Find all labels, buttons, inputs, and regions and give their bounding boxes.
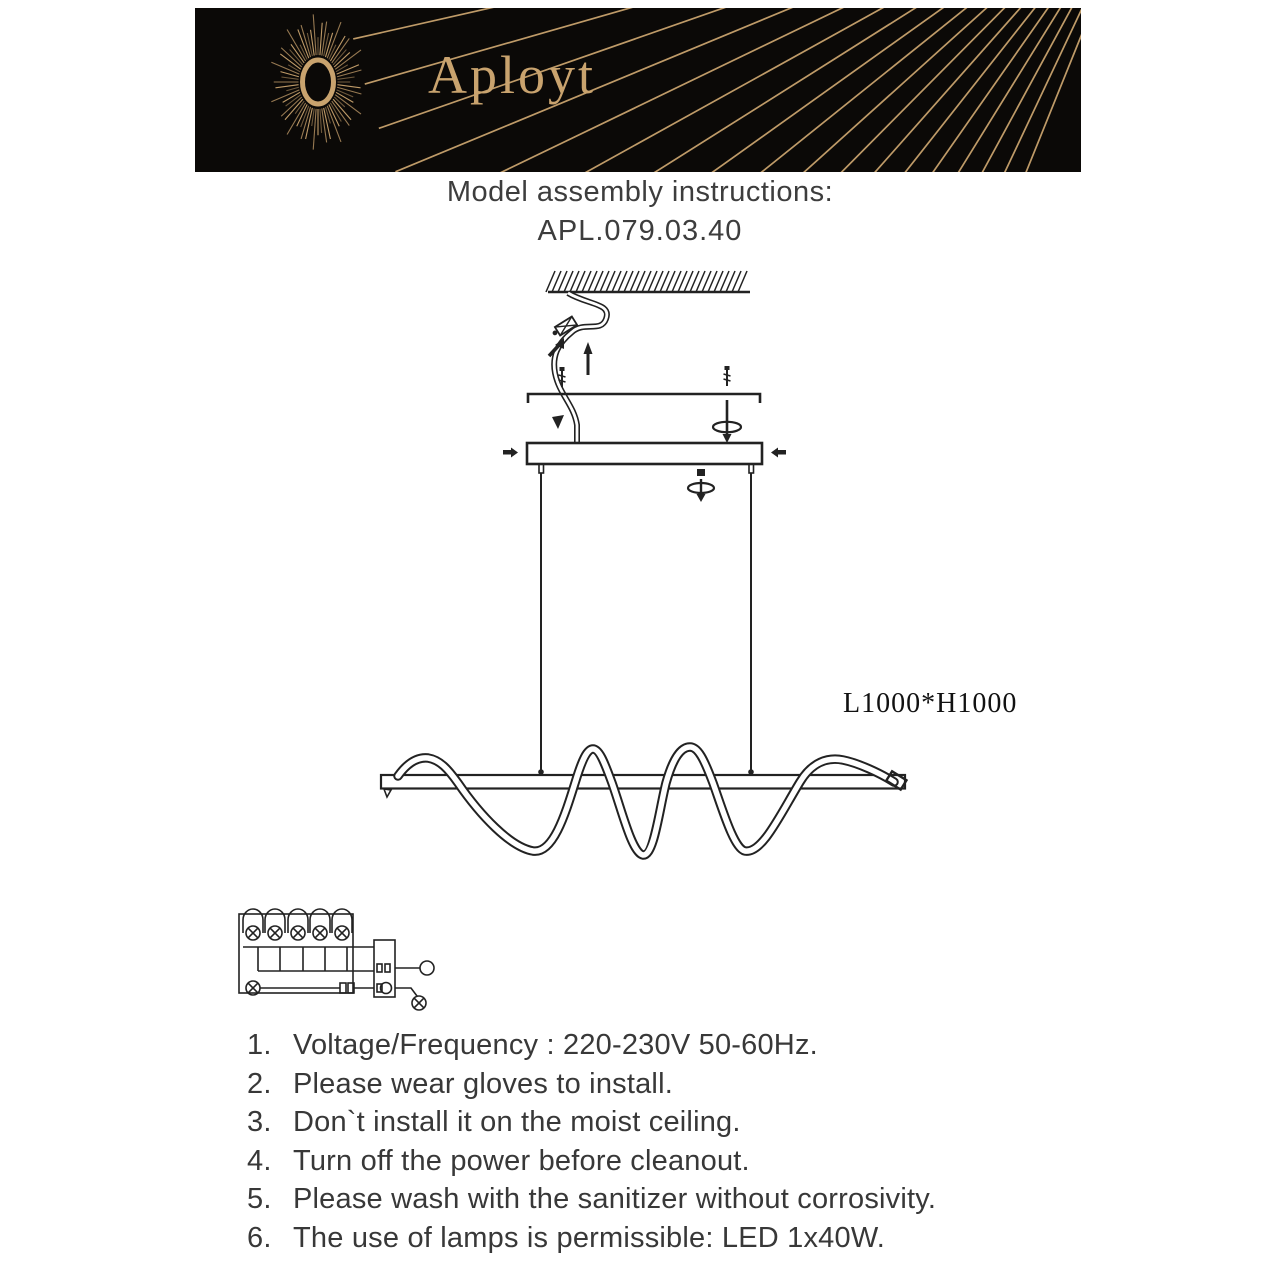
- canopy-arrow-right: [771, 448, 786, 458]
- item-number: 6.: [247, 1221, 272, 1254]
- screw-turn-symbol-right: [713, 400, 741, 443]
- list-item: [247, 1219, 936, 1258]
- lamp-symbol: [412, 996, 426, 1010]
- model-number: APL.079.03.40: [537, 215, 743, 247]
- connector-ring-icon: [420, 961, 434, 975]
- list-item: [247, 1026, 936, 1065]
- wave-led-fixture: [381, 747, 906, 855]
- banner-decor: [195, 8, 1081, 172]
- brand-logo-text: Aployt: [428, 45, 597, 105]
- list-item: [247, 1103, 936, 1142]
- assembly-diagram: [360, 255, 1080, 880]
- list-item: [247, 1065, 936, 1104]
- item-number: 3.: [247, 1106, 272, 1139]
- page-title: Model assembly instructions:: [446, 176, 834, 208]
- suspension-wire-right: [748, 464, 754, 775]
- power-cable: [550, 293, 607, 443]
- canopy-arrow-left: [503, 448, 518, 458]
- wiring-diagram: [225, 900, 460, 1020]
- brand-banner: [195, 8, 1081, 172]
- item-text: Don`t install it on the moist ceiling.: [293, 1106, 741, 1139]
- dimension-label: L1000*H1000: [843, 688, 1018, 719]
- item-number: 4.: [247, 1144, 272, 1177]
- led-driver: [374, 940, 395, 997]
- item-text: Please wash with the sanitizer without corrosivity.: [293, 1183, 937, 1216]
- list-item: [247, 1180, 936, 1219]
- sunburst-logo-icon: [271, 14, 361, 149]
- item-text: Turn off the power before cleanout.: [293, 1144, 750, 1177]
- item-text: Please wear gloves to install.: [293, 1067, 673, 1100]
- ceiling-hatch: [546, 271, 750, 292]
- screw-turn-symbol-below: [688, 469, 714, 502]
- item-number: 2.: [247, 1067, 272, 1100]
- item-number: 1.: [247, 1029, 272, 1061]
- lamp-strip-box: [239, 909, 374, 995]
- cable-arrowhead: [552, 415, 564, 429]
- list-item: [247, 1142, 936, 1181]
- canopy-plate: [503, 443, 786, 464]
- driver-outputs: [395, 961, 434, 1010]
- item-text: Voltage/Frequency : 220-230V 50-60Hz.: [293, 1029, 818, 1061]
- item-text: The use of lamps is permissible: LED 1x40W.: [293, 1221, 886, 1254]
- instruction-list: [247, 1026, 936, 1258]
- screw-icon-right: [724, 366, 731, 386]
- item-number: 5.: [247, 1183, 272, 1216]
- suspension-wire-left: [538, 464, 544, 775]
- cable-connector: [550, 316, 577, 338]
